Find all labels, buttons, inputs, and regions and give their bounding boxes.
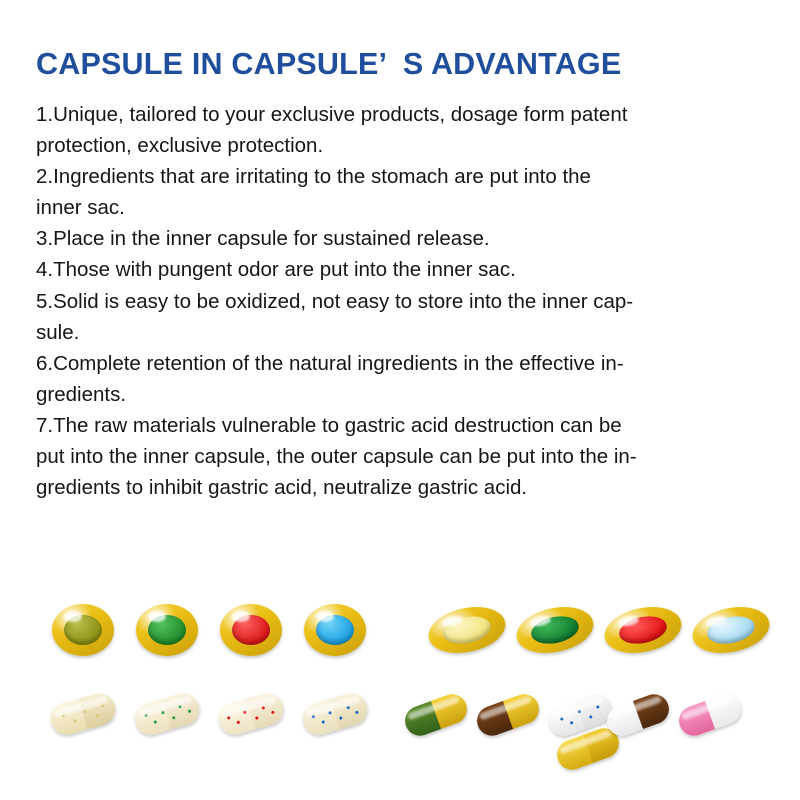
capsule-softgel-oval-green bbox=[136, 604, 198, 656]
capsule-softgel-oval-yellow bbox=[428, 608, 506, 652]
capsule-hardcapsule-white-speck bbox=[548, 700, 612, 730]
body-line: sule. bbox=[36, 320, 80, 344]
body-line: protection, exclusive protection. bbox=[36, 133, 324, 157]
body-line: 7.The raw materials vulnerable to gastric acid destruction can be bbox=[36, 414, 622, 438]
capsule-hardcapsule-gold bbox=[556, 734, 620, 764]
capsule-softgel-oval-olive bbox=[52, 604, 114, 656]
capsule-softgel-oval-lightblue bbox=[692, 608, 770, 652]
body-line: inner sac. bbox=[36, 196, 125, 220]
capsule-illustration bbox=[0, 588, 800, 800]
body-line: 4.Those with pungent odor are put into the inner sac. bbox=[36, 258, 516, 282]
capsule-hardcapsule-white-brown bbox=[606, 700, 670, 730]
advantages-body bbox=[36, 99, 766, 504]
body-line: 3.Place in the inner capsule for sustained release. bbox=[36, 227, 490, 251]
page-title: CAPSULE IN CAPSULE’ S ADVANTAGE bbox=[36, 47, 622, 81]
body-line: put into the inner capsule, the outer capsule can be put into the in- bbox=[36, 445, 637, 469]
capsule-hardcapsule-green-speck bbox=[134, 698, 200, 730]
capsule-hardcapsule-cream bbox=[50, 698, 116, 730]
body-line: gredients to inhibit gastric acid, neutralize gastric acid. bbox=[36, 476, 528, 500]
body-line: 2.Ingredients that are irritating to the stomach are put into the bbox=[36, 164, 591, 188]
capsule-hardcapsule-red-speck bbox=[218, 698, 284, 730]
capsule-hardcapsule-blue-speck bbox=[302, 698, 368, 730]
capsule-hardcapsule-pink-white bbox=[678, 700, 742, 730]
capsule-softgel-oval-crimson bbox=[604, 608, 682, 652]
capsule-softgel-oval-darkgreen bbox=[516, 608, 594, 652]
body-line: 5.Solid is easy to be oxidized, not easy to store into the inner cap- bbox=[36, 289, 634, 313]
body-line: 1.Unique, tailored to your exclusive products, dosage form patent bbox=[36, 102, 628, 126]
body-line: 6.Complete retention of the natural ingredients in the effective in- bbox=[36, 351, 624, 375]
capsule-softgel-oval-blue bbox=[304, 604, 366, 656]
capsule-softgel-oval-red bbox=[220, 604, 282, 656]
body-line: gredients. bbox=[36, 383, 127, 406]
capsule-hardcapsule-brown-gold bbox=[476, 700, 540, 730]
capsule-hardcapsule-olive-gold bbox=[404, 700, 468, 730]
